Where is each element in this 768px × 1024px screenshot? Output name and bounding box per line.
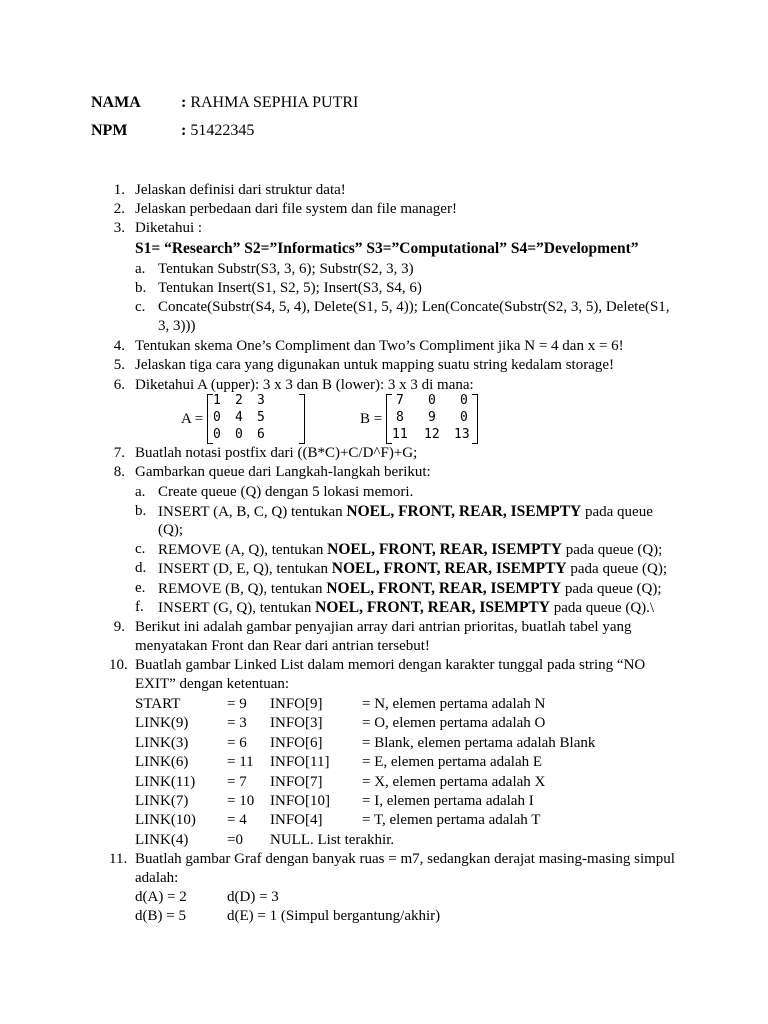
q10-cell: INFO[3] <box>270 715 323 732</box>
q10-number: 10. <box>109 657 128 673</box>
matrix-b-label: B = <box>360 411 383 427</box>
q10-cell: = 4 <box>227 812 247 829</box>
q3a-text: Tentukan Substr(S3, 3, 6); Substr(S2, 3, 3) <box>158 261 414 277</box>
q8f-text <box>158 598 654 618</box>
q10-cell: LINK(4) <box>135 831 189 848</box>
q8f-pre: INSERT (G, Q), tentukan <box>158 600 316 616</box>
q11-degree-e: d(E) = 1 (Simpul bergantung/akhir) <box>227 908 441 924</box>
q8c-post: pada queue (Q); <box>561 542 663 558</box>
q8f-post: pada queue (Q).\ <box>549 600 655 616</box>
matrix-b-cell: 9 <box>428 410 436 425</box>
matrix-b-cell: 7 <box>396 393 404 408</box>
q10-cell: =0 <box>227 831 243 848</box>
matrix-a-cell: 3 <box>257 393 265 408</box>
q5-number: 5. <box>113 357 125 373</box>
q8a-text: Create queue (Q) dengan 5 lokasi memori. <box>158 484 414 500</box>
matrix-b-cell: 8 <box>396 410 404 425</box>
q6-number: 6. <box>113 377 125 393</box>
q8e-label: e. <box>135 580 146 596</box>
q10-cell: = 3 <box>227 715 247 732</box>
q10-cell: LINK(9) <box>135 715 189 732</box>
q11-degree-d: d(D) = 3 <box>227 889 279 905</box>
q9-text-cont: menyatakan Front dan Rear dari antrian tersebut! <box>135 638 430 654</box>
q10-text: Buatlah gambar Linked List dalam memori dengan karakter tunggal pada string “NO <box>135 657 646 673</box>
matrix-b-cell: 0 <box>428 393 436 408</box>
q10-cell: LINK(10) <box>135 812 196 829</box>
q8-number: 8. <box>113 464 125 480</box>
q10-cell: = 11 <box>227 754 254 771</box>
matrix-b-cell: 0 <box>460 393 468 408</box>
matrix-a-cell: 4 <box>235 410 243 425</box>
q10-cell: = 6 <box>227 734 247 751</box>
matrix-b <box>386 392 486 444</box>
q10-cell: = N, elemen pertama adalah N <box>362 696 546 712</box>
q8b-pre: INSERT (A, B, C, Q) tentukan <box>158 504 347 520</box>
q3c-label: c. <box>135 299 146 315</box>
q9-text: Berikut ini adalah gambar penyajian array dari antrian prioritas, buatlah tabel yang <box>135 619 632 635</box>
nama-value: : RAHMA SEPHIA PUTRI <box>181 94 359 111</box>
matrix-a-cell: 1 <box>213 393 221 408</box>
q8b-bold: NOEL, FRONT, REAR, ISEMPTY <box>346 503 582 520</box>
q3-strings: S1= “Research” S2=”Informatics” S3=”Computational” S4=”Development” <box>135 240 639 257</box>
q8e-bold: NOEL, FRONT, REAR, ISEMPTY <box>326 580 562 597</box>
matrix-b-right-bracket <box>472 394 478 444</box>
q11-degree-b: d(B) = 5 <box>135 908 186 924</box>
q2-number: 2. <box>113 201 125 217</box>
q10-cell: LINK(3) <box>135 734 189 751</box>
matrix-b-cell: 12 <box>424 427 440 442</box>
q8e-text <box>158 579 662 599</box>
q8c-bold: NOEL, FRONT, REAR, ISEMPTY <box>327 541 562 558</box>
q3-text: Diketahui : <box>135 220 203 236</box>
q10-cell: LINK(7) <box>135 793 189 809</box>
matrix-a-cell: 0 <box>213 410 221 425</box>
q8d-post: pada queue (Q); <box>566 561 667 577</box>
q11-number: 11. <box>109 851 128 867</box>
matrix-a-cell: 5 <box>257 410 265 425</box>
q8c-text <box>158 540 662 560</box>
q8b-text-cont: (Q); <box>158 522 183 538</box>
q8c-label: c. <box>135 541 146 557</box>
q3a-label: a. <box>135 261 146 277</box>
q10-cell: = X, elemen pertama adalah X <box>362 773 546 790</box>
q11-text-cont: adalah: <box>135 870 179 886</box>
matrix-a-cell: 2 <box>235 393 243 408</box>
matrix-a <box>207 392 307 444</box>
q8d-label: d. <box>135 560 147 576</box>
q9-number: 9. <box>113 619 125 635</box>
q10-cell: = 9 <box>227 696 247 712</box>
q8c-pre: REMOVE (A, Q), tentukan <box>158 542 328 558</box>
q10-cell: INFO[10] <box>270 793 330 809</box>
npm-label: NPM <box>91 122 128 139</box>
q10-cell: = O, elemen pertama adalah O <box>362 715 546 732</box>
q1-number: 1. <box>113 182 125 198</box>
matrix-b-cell: 0 <box>460 410 468 425</box>
matrix-b-rows <box>392 392 470 443</box>
nama-label: NAMA <box>91 94 141 111</box>
q10-cell: = T, elemen pertama adalah T <box>362 812 541 829</box>
q8-text: Gambarkan queue dari Langkah-langkah berikut: <box>135 464 431 480</box>
q10-cell: LINK(11) <box>135 773 196 790</box>
matrix-a-cell: 0 <box>213 427 221 442</box>
q8d-pre: INSERT (D, E, Q), tentukan <box>158 561 332 577</box>
q10-cell: START <box>135 696 181 712</box>
q6-text: Diketahui A (upper): 3 x 3 dan B (lower): 3 x 3 di mana: <box>135 377 474 393</box>
matrix-b-cell: 13 <box>454 427 470 442</box>
q11-degree-a: d(A) = 2 <box>135 889 187 905</box>
q8a-label: a. <box>135 484 146 500</box>
q3-number: 3. <box>113 220 125 236</box>
q8b-post: pada queue <box>581 504 653 520</box>
matrix-a-rows <box>213 392 265 443</box>
q8d-bold: NOEL, FRONT, REAR, ISEMPTY <box>331 560 567 577</box>
q10-text-cont: EXIT” dengan ketentuan: <box>135 676 290 692</box>
matrix-a-right-bracket <box>299 394 305 444</box>
q8b-label: b. <box>135 503 147 519</box>
q10-cell: INFO[11] <box>270 754 330 771</box>
q3b-text: Tentukan Insert(S1, S2, 5); Insert(S3, S4, 6) <box>158 280 422 296</box>
matrix-a-cell: 0 <box>235 427 243 442</box>
q2-text: Jelaskan perbedaan dari file system dan file manager! <box>135 201 457 217</box>
q10-cell: INFO[7] <box>270 773 323 790</box>
q8b-text <box>158 502 653 522</box>
q4-text: Tentukan skema One’s Compliment dan Two’s Compliment jika N = 4 dan x = 6! <box>135 338 624 354</box>
q3b-label: b. <box>135 280 147 296</box>
q8e-pre: REMOVE (B, Q), tentukan <box>158 581 327 597</box>
q10-cell: = I, elemen pertama adalah I <box>362 793 534 809</box>
q10-cell: = 10 <box>227 793 255 809</box>
q10-cell: INFO[9] <box>270 696 323 712</box>
q11-text: Buatlah gambar Graf dengan banyak ruas = m7, sedangkan derajat masing-masing simpul <box>135 851 675 867</box>
q1-text: Jelaskan definisi dari struktur data! <box>135 182 346 198</box>
q10-cell: = E, elemen pertama adalah E <box>362 754 543 771</box>
q10-cell: LINK(6) <box>135 754 189 771</box>
npm-value: : 51422345 <box>181 122 255 139</box>
q3c-text-cont: 3, 3))) <box>158 318 196 334</box>
q10-cell: = 7 <box>227 773 247 790</box>
matrix-b-cell: 11 <box>392 427 408 442</box>
q10-cell: INFO[6] <box>270 734 323 751</box>
q4-number: 4. <box>113 338 125 354</box>
q3c-text: Concate(Substr(S4, 5, 4), Delete(S1, 5, 4)); Len(Concate(Substr(S2, 3, 5), Delete(S1, <box>158 299 670 315</box>
q10-cell: = Blank, elemen pertama adalah Blank <box>362 734 596 751</box>
q7-number: 7. <box>113 445 125 461</box>
q8f-label: f. <box>135 599 144 615</box>
q5-text: Jelaskan tiga cara yang digunakan untuk mapping suatu string kedalam storage! <box>135 357 615 373</box>
q10-linked-list-table <box>135 695 695 850</box>
q7-text: Buatlah notasi postfix dari ((B*C)+C/D^F)+G; <box>135 445 418 461</box>
q8f-bold: NOEL, FRONT, REAR, ISEMPTY <box>315 599 550 616</box>
q10-cell: INFO[4] <box>270 812 323 829</box>
matrix-a-cell: 6 <box>257 427 265 442</box>
q8e-post: pada queue (Q); <box>561 581 662 597</box>
matrix-a-label: A = <box>181 411 204 427</box>
q10-cell: NULL. List terakhir. <box>270 831 395 848</box>
q8d-text <box>158 559 667 579</box>
